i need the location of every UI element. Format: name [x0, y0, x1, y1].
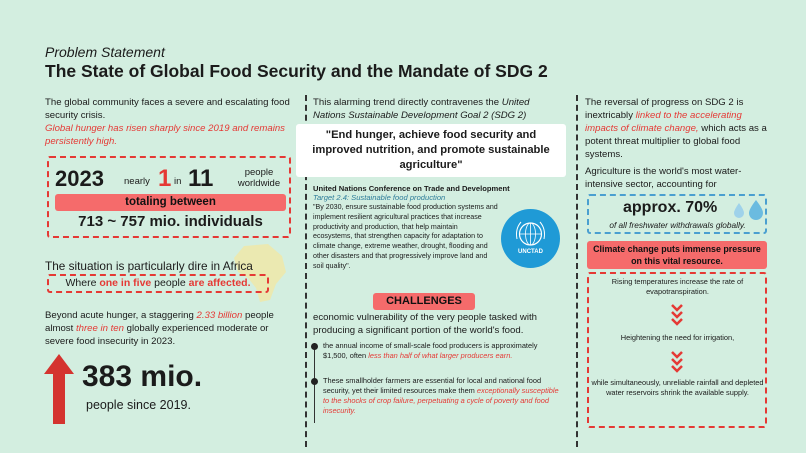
- insecurity-text-pre: Beyond acute hunger, a staggering: [45, 310, 197, 321]
- crisis-intro-highlight: Global hunger has risen sharply since 2019 and remains persistently high.: [45, 123, 285, 147]
- target-label: Target 2.4: Sustainable food production: [313, 193, 446, 202]
- africa-stat-box: [47, 274, 269, 293]
- chain-step-evapotranspiration: Rising temperatures increase the rate of evapotranspiration.: [611, 277, 744, 296]
- africa-map-icon: [226, 238, 296, 308]
- column-divider: [576, 95, 578, 447]
- reversal-text-pre: The reversal of progress on SDG 2 is inextricably: [585, 97, 744, 121]
- stat-nearly: nearly: [124, 176, 150, 187]
- bullet-dot: [311, 343, 318, 350]
- water-drops-icon: [733, 199, 765, 221]
- insecurity-highlight-billion: 2.33 billion: [196, 310, 243, 321]
- increase-number: 383 mio.: [82, 360, 203, 393]
- stat-one: 1: [158, 165, 172, 192]
- stat-year: 2023: [55, 166, 104, 191]
- chevron-down-icon: [671, 351, 683, 373]
- increase-label: people since 2019.: [86, 398, 191, 412]
- bullet-text: the annual income of small-scale food producers is approximately $1,500, often: [323, 341, 538, 360]
- bullet-text: These smallholder farmers are essential for local and national food security, yet their limited resources make them: [323, 376, 542, 395]
- challenges-label: CHALLENGES: [373, 293, 475, 310]
- reversal-text-post: which acts as a potent threat multiplier to global food systems.: [585, 123, 767, 160]
- page-title: The State of Global Food Security and the Mandate of SDG 2: [45, 61, 548, 81]
- challenges-intro: economic vulnerability of the very people tasked with producing a significant portion of the world's food.: [313, 312, 537, 336]
- sdg2-quote: "End hunger, achieve food security and improved nutrition, and promote sustainable agriculture": [296, 124, 566, 177]
- bullet-highlight: exceptionally susceptible to the shocks of crop failure, perpetuating a cycle of poverty and food insecurity.: [323, 386, 559, 415]
- water-stat-number: approx. 70%: [623, 199, 718, 216]
- water-stat-label: of all freshwater withdrawals globally.: [609, 220, 746, 230]
- africa-highlight-ratio: one in five: [99, 277, 152, 289]
- unctad-logo-icon: [501, 209, 560, 268]
- africa-text-mid: people: [151, 277, 189, 289]
- africa-highlight-affected: are affected.: [188, 277, 251, 289]
- africa-text-pre: Where: [65, 277, 100, 289]
- stat-in: in: [174, 176, 182, 187]
- chain-step-irrigation: Heightening the need for irrigation,: [620, 333, 735, 342]
- reversal-highlight: linked to the accelerating impacts of climate change,: [585, 110, 742, 134]
- up-arrow-icon: [44, 354, 74, 424]
- sdg-intro-text: This alarming trend directly contravenes the: [313, 97, 502, 108]
- food-insecurity-text: [45, 309, 295, 348]
- insecurity-text-mid: people almost: [45, 310, 274, 334]
- chevron-down-icon: [671, 304, 683, 326]
- org-name: United Nations Conference on Trade and Development: [313, 184, 510, 193]
- stat-eleven: 11: [188, 165, 214, 192]
- crisis-intro-text: The global community faces a severe and escalating food security crisis.: [45, 97, 290, 121]
- reversal-text: [585, 96, 770, 161]
- challenge-bullet: [323, 376, 559, 416]
- stat-range: 713 ~ 757 mio. individuals: [78, 213, 263, 230]
- target-quote: "By 2030, ensure sustainable food production systems and implement resilient agricultural practices that increase productivity and production, that help maintain ecosystems, that strengthen capacity for adaptation to climate change, extreme weather, drought, flooding and other disasters and that progressively improve land and soil quality".: [313, 203, 498, 270]
- chain-step-supply: while simultaneously, unreliable rainfall and depleted water reservoirs shrink the available supply.: [591, 378, 764, 397]
- sdg-intro-italic: United Nations Sustainable Development Goal 2 (SDG 2): [313, 97, 530, 121]
- stat-totaling-pill: totaling between: [55, 194, 286, 211]
- stat-people-worldwide: people worldwide: [237, 167, 281, 189]
- crisis-intro: [45, 96, 295, 148]
- bullet-highlight: less than half of what larger producers earn.: [368, 351, 513, 360]
- insecurity-highlight-ratio: three in ten: [75, 323, 124, 334]
- insecurity-text-post: globally experienced moderate or severe food insecurity in 2023.: [45, 323, 269, 347]
- sdg-intro: [313, 96, 563, 122]
- agriculture-text: Agriculture is the world's most water-intensive sector, accounting for: [585, 166, 742, 190]
- climate-pressure-pill: Climate change puts immense pressure on this vital resource.: [587, 241, 767, 269]
- challenge-bullet: [323, 341, 559, 361]
- africa-title: The situation is particularly dire in Africa: [45, 259, 253, 273]
- bullet-dot: [311, 378, 318, 385]
- logo-text: UNCTAD: [518, 249, 543, 255]
- header-subtitle: Problem Statement: [45, 44, 165, 60]
